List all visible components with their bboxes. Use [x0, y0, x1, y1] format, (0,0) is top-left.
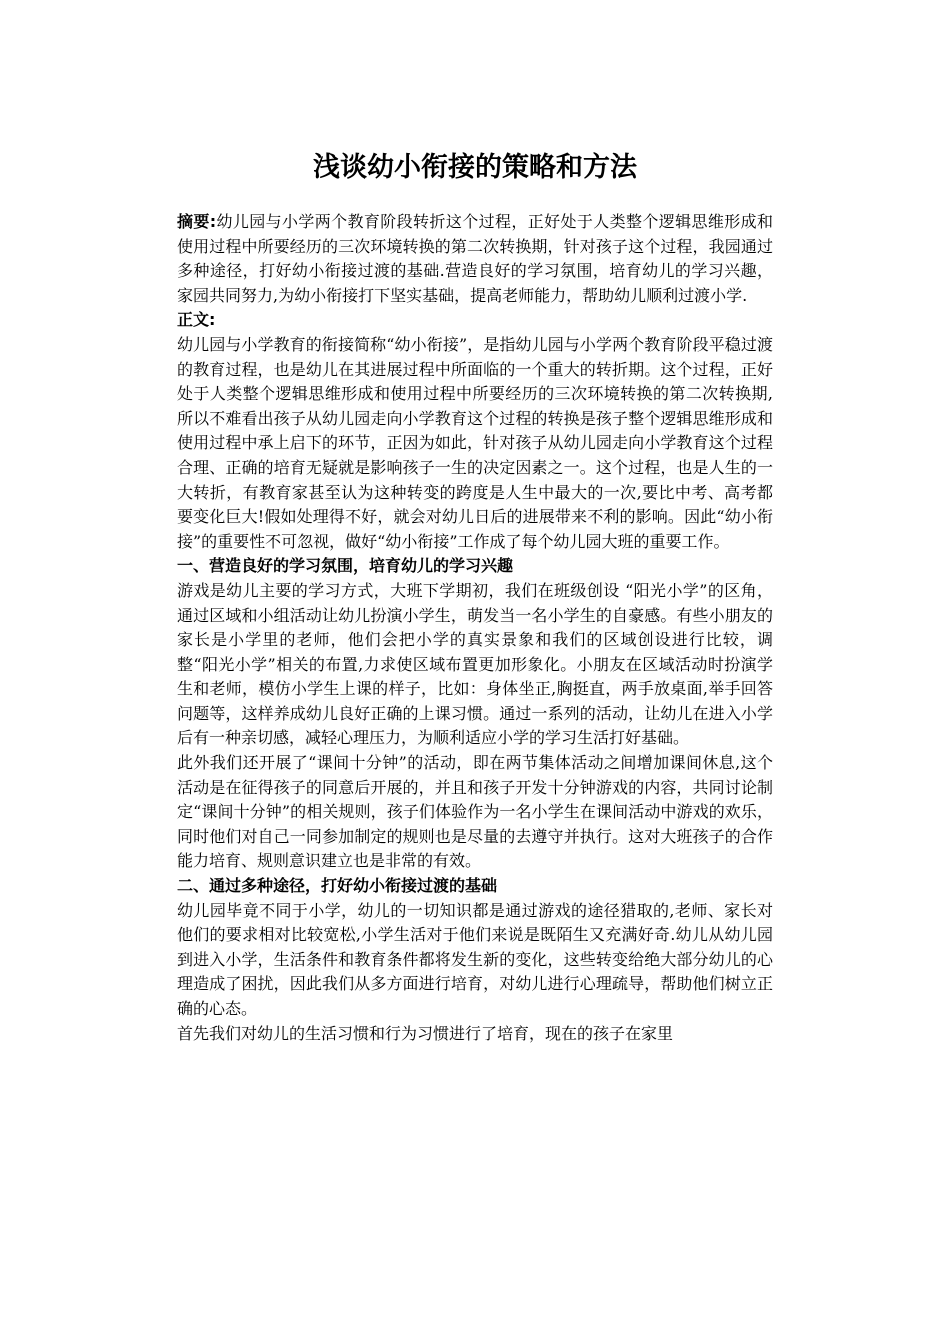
abstract-label: 摘要: [177, 212, 217, 231]
paragraph-section1-a: 游戏是幼儿主要的学习方式，大班下学期初，我们在班级创设 “阳光小学”的区角，通过区域和小组活动让幼儿扮演小学生，萌发当一名小学生的自豪感。有些小朋友的家长是小学里的老师，他们会把小学的真实景象和我们的区域创设进行比较，调整“阳光小学”相关的布置,力求使区域布置更加形象化。小朋友在区域活动时扮演学生和老师，模仿小学生上课的样子，比如：身体坐正,胸挺直，两手放桌面,举手回答问题等，这样养成幼儿良好正确的上课习惯。通过一系列的活动，让幼儿在进入小学后有一种亲切感，减轻心理压力，为顺利适应小学的学习生活打好基础。 [177, 580, 773, 748]
paragraph-section2-a: 幼儿园毕竟不同于小学，幼儿的一切知识都是通过游戏的途径猎取的,老师、家长对他们的要求相对比较宽松,小学生活对于他们来说是既陌生又充满好奇.幼儿从幼儿园到进入小学，生活条件和教育条件都将发生新的变化，这些转变给绝大部分幼儿的心理造成了困扰，因此我们从多方面进行培育，对幼儿进行心理疏导，帮助他们树立正确的心态。 [177, 900, 773, 1018]
document-title: 浅谈幼小衔接的策略和方法 [313, 152, 637, 183]
paragraph-intro: 幼儿园与小学教育的衔接简称“幼小衔接”，是指幼儿园与小学两个教育阶段平稳过渡的教育过程，也是幼儿在其进展过程中所面临的一个重大的转折期。这个过程，正好处于人类整个逻辑思维形成和使用过程中所要经历的三次环境转换的第二次转换期,所以不难看出孩子从幼儿园走向小学教育这个过程的转换是孩子整个逻辑思维形成和使用过程中承上启下的环节，正因为如此，针对孩子从幼儿园走向小学教育这个过程合理、正确的培育无疑就是影响孩子一生的决定因素之一。这个过程，也是人生的一大转折，有教育家甚至认为这种转变的跨度是人生中最大的一次,要比中考、高考都要变化巨大!假如处理得不好，就会对幼儿日后的进展带来不利的影响。因此“幼小衔接”的重要性不可忽视，做好“幼小衔接”工作成了每个幼儿园大班的重要工作。 [177, 334, 773, 551]
body-label: 正文: [177, 310, 216, 330]
paragraph-section1-b: 此外我们还开展了“课间十分钟”的活动，即在两节集体活动之间增加课间休息,这个活动是在征得孩子的同意后开展的，并且和孩子开发十分钟游戏的内容，共同讨论制定“课间十分钟”的相关规则，孩子们体验作为一名小学生在课间活动中游戏的欢乐，同时他们对自己一同参加制定的规则也是尽量的去遵守并执行。这对大班孩子的合作能力培育、规则意识建立也是非常的有效。 [177, 753, 773, 871]
paragraph-section2-b: 首先我们对幼儿的生活习惯和行为习惯进行了培育，现在的孩子在家里 [177, 1023, 674, 1043]
section-heading-2: 二、通过多种途径，打好幼小衔接过渡的基础 [177, 876, 498, 896]
document-body [177, 210, 773, 1046]
abstract-paragraph [177, 210, 773, 308]
abstract-text: 幼儿园与小学两个教育阶段转折这个过程，正好处于人类整个逻辑思维形成和使用过程中所要经历的三次环境转换的第二次转换期，针对孩子这个过程，我园通过多种途径，打好幼小衔接过渡的基础.营造良好的学习氛围，培育幼儿的学习兴趣，家园共同努力,为幼小衔接打下坚实基础，提高老师能力，帮助幼儿顺利过渡小学. [177, 212, 773, 305]
section-heading-1: 一、营造良好的学习氛围，培育幼儿的学习兴趣 [177, 556, 514, 576]
